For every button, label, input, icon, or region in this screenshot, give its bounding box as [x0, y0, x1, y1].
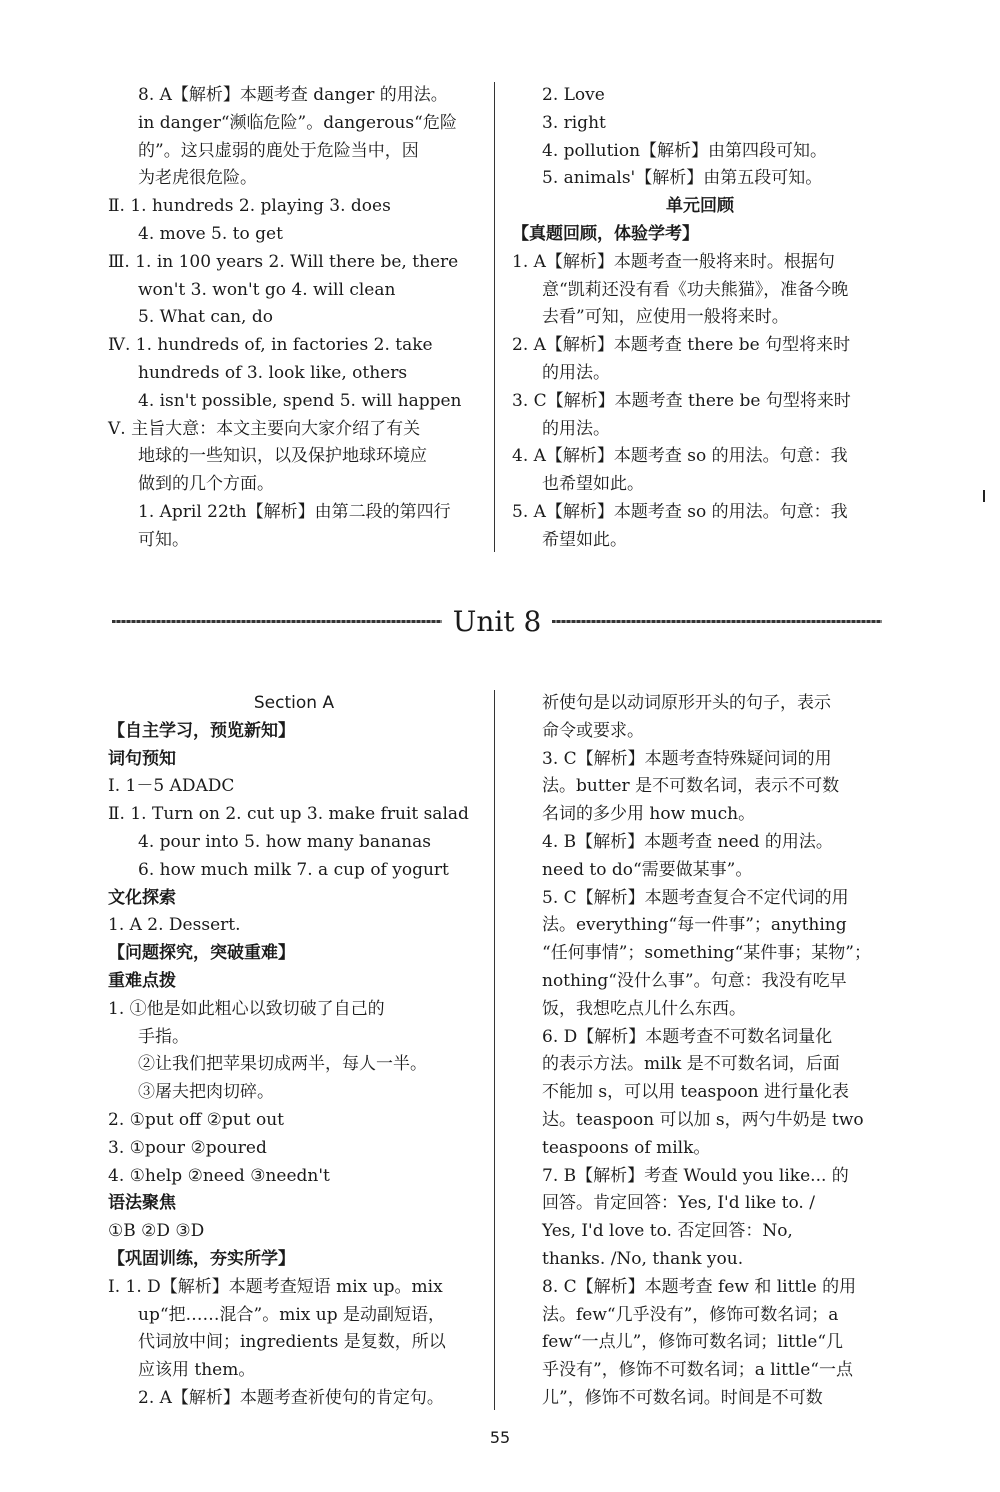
text-line: 的”。这只虚弱的鹿处于危险当中，因 — [138, 140, 419, 161]
text-line: 4. pour into 5. how many bananas — [138, 831, 431, 852]
text-line: up“把……混合”。mix up 是动副短语， — [138, 1304, 445, 1325]
column-divider-top — [494, 82, 495, 552]
unit-title: Unit 8 — [452, 605, 542, 638]
text-line: 5. What can, do — [138, 307, 273, 328]
text-line: 命令或要求。 — [542, 720, 644, 741]
text-line: 的表示方法。milk 是不可数名词，后面 — [542, 1054, 840, 1075]
text-line: 也希望如此。 — [542, 474, 644, 495]
text-line: 4. B【解析】本题考查 need 的用法。 — [542, 831, 833, 852]
text-line: 的用法。 — [542, 418, 610, 439]
text-line: few“一点儿”，修饰可数名词；little“几 — [542, 1332, 844, 1353]
text-line: Section A — [253, 693, 335, 713]
text-line: 的用法。 — [542, 362, 610, 383]
text-line: 6. how much milk 7. a cup of yogurt — [138, 859, 449, 880]
text-line: 回答。肯定回答：Yes, I'd like to. / — [542, 1193, 815, 1214]
text-line: 4. move 5. to get — [138, 223, 283, 244]
text-line: 希望如此。 — [542, 529, 627, 550]
text-line: 祈使句是以动词原形开头的句子，表示 — [542, 693, 831, 713]
text-line: 5. C【解析】本题考查复合不定代词的用 — [542, 887, 849, 908]
text-line: 应该用 them。 — [138, 1360, 256, 1381]
text-line: 饭，我想吃点儿什么东西。 — [542, 998, 746, 1019]
text-line: 1. ①他是如此粗心以致切破了自己的 — [108, 998, 385, 1019]
text-line: 1. April 22th【解析】由第二段的第四行 — [138, 501, 451, 522]
text-line: Ⅱ. 1. Turn on 2. cut up 3. make fruit salad — [108, 804, 469, 825]
text-line: 为老虎很危险。 — [138, 168, 257, 189]
text-line: 4. A【解析】本题考查 so 的用法。句意：我 — [512, 446, 848, 467]
page-number: 55 — [489, 1428, 511, 1447]
text-line: 地球的一些知识，以及保护地球环境应 — [138, 446, 427, 467]
text-line: 4. ①help ②need ③needn't — [108, 1165, 330, 1186]
text-line: 2. A【解析】本题考查 there be 句型将来时 — [512, 335, 851, 356]
text-line: 代词放中间；ingredients 是复数，所以 — [138, 1332, 446, 1353]
text-line: ③屠夫把肉切碎。 — [138, 1082, 274, 1103]
text-line: 5. A【解析】本题考查 so 的用法。句意：我 — [512, 501, 848, 522]
text-line: 可知。 — [138, 529, 189, 550]
text-line: nothing“没什么事”。句意：我没有吃早 — [542, 970, 847, 991]
text-line: 乎没有”，修饰不可数名词；a little“一点 — [542, 1360, 853, 1381]
text-line: 法。butter 是不可数名词，表示不可数 — [542, 776, 840, 797]
text-line: ①B ②D ③D — [108, 1221, 205, 1242]
text-line: 1. A【解析】本题考查一般将来时。根据句 — [512, 251, 835, 272]
text-line: Ⅰ. 1－5 ADADC — [108, 776, 235, 797]
text-line: 文化探索 — [108, 887, 176, 908]
text-line: 【自主学习，预览新知】 — [108, 720, 295, 741]
text-line: 3. C【解析】本题考查 there be 句型将来时 — [512, 390, 851, 411]
text-line: 法。everything“每一件事”；anything — [542, 915, 847, 936]
text-line: 法。few“几乎没有”，修饰可数名词；a — [542, 1304, 839, 1325]
text-line: 4. pollution【解析】由第四段可知。 — [542, 140, 828, 161]
text-line: 语法聚焦 — [108, 1193, 176, 1214]
text-line: 2. Love — [542, 85, 605, 105]
text-line: Ⅰ. 1. D【解析】本题考查短语 mix up。mix — [108, 1276, 443, 1297]
column-divider-bottom — [494, 690, 495, 1410]
text-line: 3. ①pour ②poured — [108, 1137, 267, 1158]
text-line: 【真题回顾，体验学考】 — [512, 223, 699, 244]
text-line: 4. isn't possible, spend 5. will happen — [138, 390, 462, 411]
text-line: 词句预知 — [108, 748, 176, 769]
top-right-column — [512, 82, 888, 555]
text-line: Yes, I'd love to. 否定回答：No, — [542, 1221, 793, 1242]
text-line: 7. B【解析】考查 Would you like... 的 — [542, 1165, 849, 1186]
text-line: 单元回顾 — [666, 196, 734, 217]
text-line: 2. ①put off ②put out — [108, 1109, 284, 1130]
text-line: 儿”，修饰不可数名词。时间是不可数 — [542, 1387, 823, 1408]
text-line: 5. animals'【解析】由第五段可知。 — [542, 168, 823, 189]
text-line: 8. A【解析】本题考查 danger 的用法。 — [138, 85, 448, 105]
text-line: thanks. /No, thank you. — [542, 1248, 744, 1269]
text-line: 2. A【解析】本题考查祈使句的肯定句。 — [138, 1387, 444, 1408]
text-line: “任何事情”；something“某件事；某物”； — [542, 943, 871, 964]
text-line: 【问题探究，突破重难】 — [108, 943, 295, 964]
text-line: won't 3. won't go 4. will clean — [138, 279, 396, 300]
text-line: 意“凯莉还没有看《功夫熊猫》，准备今晚 — [542, 279, 849, 300]
text-line: 不能加 s，可以用 teaspoon 进行量化表 — [542, 1082, 849, 1103]
text-line: in danger“濒临危险”。dangerous“危险 — [138, 112, 457, 133]
text-line: 手指。 — [138, 1026, 189, 1047]
text-line: ②让我们把苹果切成两半，每人一半。 — [138, 1054, 427, 1075]
text-line: 【巩固训练，夯实所学】 — [108, 1248, 295, 1269]
text-line: 6. D【解析】本题考查不可数名词量化 — [542, 1026, 833, 1047]
text-line: teaspoons of milk。 — [542, 1137, 711, 1158]
margin-mark — [983, 490, 985, 502]
text-line: 重难点拨 — [108, 970, 176, 991]
bottom-left-column — [108, 690, 480, 1413]
top-left-column — [108, 82, 480, 555]
text-line: Ⅲ. 1. in 100 years 2. Will there be, there — [108, 251, 459, 272]
text-line: hundreds of 3. look like, others — [138, 362, 408, 383]
text-line: 3. right — [542, 112, 606, 133]
text-line: 名词的多少用 how much。 — [542, 804, 756, 825]
text-line: 1. A 2. Dessert. — [108, 915, 241, 936]
text-line: 做到的几个方面。 — [138, 474, 274, 495]
unit-header — [112, 600, 882, 644]
text-line: Ⅱ. 1. hundreds 2. playing 3. does — [108, 196, 391, 217]
text-line: Ⅴ. 主旨大意：本文主要向大家介绍了有关 — [108, 418, 421, 439]
text-line: 3. C【解析】本题考查特殊疑问词的用 — [542, 748, 832, 769]
text-line: need to do“需要做某事”。 — [542, 859, 753, 880]
bottom-right-column — [512, 690, 888, 1413]
text-line: 8. C【解析】本题考查 few 和 little 的用 — [542, 1276, 857, 1297]
text-line: 去看”可知，应使用一般将来时。 — [542, 307, 789, 328]
text-line: Ⅳ. 1. hundreds of, in factories 2. take — [108, 335, 433, 356]
text-line: 达。teaspoon 可以加 s，两勺牛奶是 two — [542, 1109, 864, 1130]
